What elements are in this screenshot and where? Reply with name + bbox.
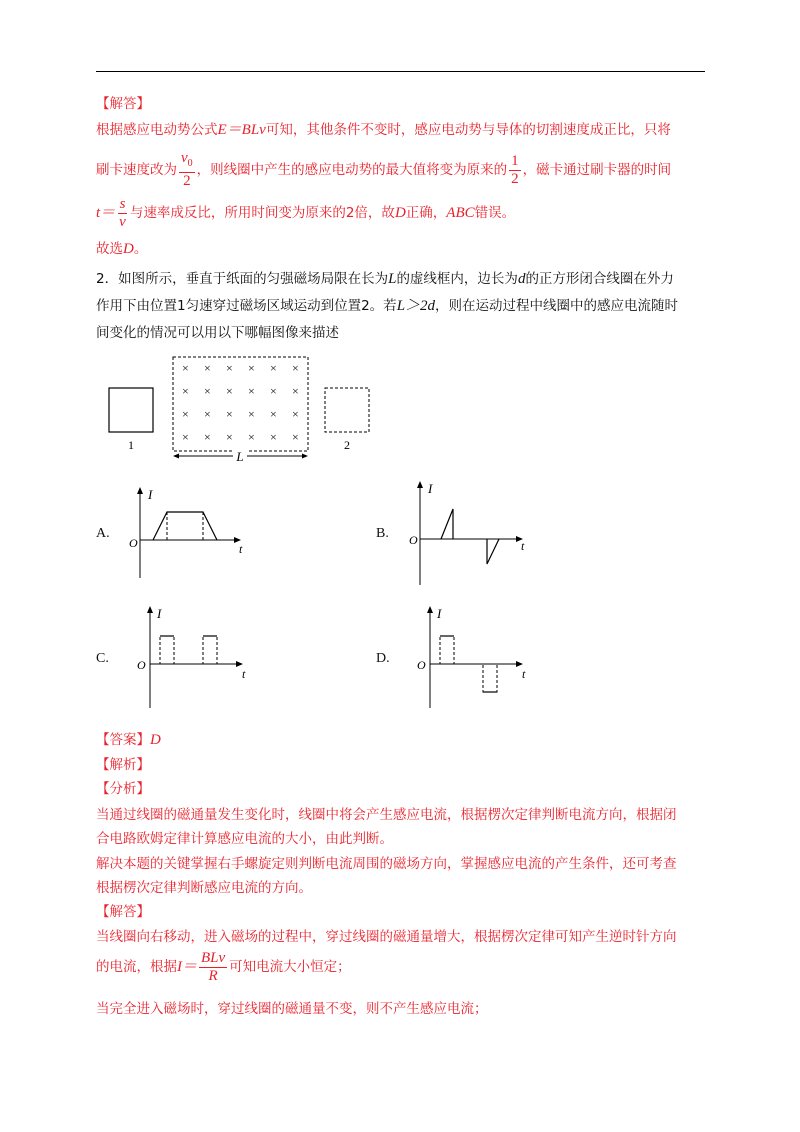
field-cross-mark: × <box>292 361 299 375</box>
solution-conclusion: 故选D。 <box>96 241 148 257</box>
svg-text:t: t <box>239 542 243 556</box>
fenxi-tag: 【分析】 <box>96 781 150 797</box>
field-cross-mark: × <box>226 407 233 421</box>
current-pulse-negative <box>483 664 497 692</box>
current-pulse-1 <box>160 636 174 664</box>
analysis-p1a: 当通过线圈的磁通量发生变化时，线圈中将会产生感应电流，根据楞次定律判断电流方向，根据闭 <box>96 807 677 823</box>
field-figure <box>100 352 380 464</box>
current-pulse-positive <box>440 636 454 664</box>
field-cross-mark: × <box>292 407 299 421</box>
field-cross-mark: × <box>226 430 233 444</box>
origin-label: O <box>129 536 138 550</box>
svg-text:I: I <box>157 606 162 621</box>
length-label: L <box>236 449 244 464</box>
svg-text:t: t <box>521 539 525 553</box>
field-cross-mark: × <box>204 407 211 421</box>
field-cross-mark: × <box>248 430 255 444</box>
jiexi-tag: 【解析】 <box>96 757 150 773</box>
option-a-graph <box>125 483 255 583</box>
current-negative-spike <box>487 539 499 564</box>
question-2-line-3: 间变化的情况可以用以下哪幅图像来描述 <box>96 325 339 341</box>
emf-formula: E＝BLv <box>217 122 266 138</box>
analysis-p4: 当完全进入磁场时，穿过线圈的磁通量不变，则不产生感应电流； <box>96 1001 488 1017</box>
svg-text:O: O <box>137 658 146 672</box>
answer-line: 【答案】D <box>96 732 161 748</box>
coil-position-2 <box>325 388 369 432</box>
option-d-graph <box>405 602 535 712</box>
current-positive-spike <box>441 509 453 539</box>
current-trapezoid <box>153 512 217 540</box>
question-2-line-2: 作用下由位置1匀速穿过磁场区域运动到位置2。若L＞2d，则在运动过程中线圈中的感应电流随时 <box>96 298 679 314</box>
current-pulse-2 <box>203 636 217 664</box>
coil-position-1 <box>109 388 153 432</box>
svg-text:I: I <box>148 487 153 502</box>
field-cross-mark: × <box>292 430 299 444</box>
question-2-line-1: 2．如图所示，垂直于纸面的匀强磁场局限在长为L的虚线框内，边长为d的正方形闭合线圈在外力 <box>96 271 674 287</box>
field-cross-marks <box>182 361 299 444</box>
option-b-label: B. <box>376 526 389 541</box>
option-c-label: C. <box>96 651 109 666</box>
svg-text:t: t <box>522 667 526 681</box>
fraction-v0-over-2: $\frac{v_0}{2}$ <box>181 150 193 189</box>
field-cross-mark: × <box>292 384 299 398</box>
analysis-p2a: 解决本题的关键掌握右手螺旋定则判断电流周围的磁场方向，掌握感应电流的产生条件，还可考查 <box>96 856 677 872</box>
field-cross-mark: × <box>270 384 277 398</box>
analysis-p1b: 合电路欧姆定律计算感应电流的大小，由此判断。 <box>96 831 393 847</box>
solution-line-1: 根据感应电动势公式E＝BLv可知，其他条件不变时，感应电动势与导体的切割速度成正比，只将 <box>96 122 671 138</box>
field-region-box <box>173 357 308 451</box>
field-cross-mark: × <box>182 384 189 398</box>
svg-text:I: I <box>428 481 433 496</box>
field-cross-mark: × <box>270 430 277 444</box>
svg-text:O: O <box>409 533 418 547</box>
analysis-p3a: 当线圈向右移动，进入磁场的过程中，穿过线圈的磁通量增大，根据楞次定律可知产生逆时针方向 <box>96 929 677 945</box>
analysis-p2b: 根据楞次定律判断感应电流的方向。 <box>96 880 312 896</box>
field-cross-mark: × <box>204 384 211 398</box>
solution-line-3: t＝ $\frac{s}{v}$ 与速率成反比，所用时间变为原来的2倍，故 D 正确， ABC 错误。 <box>96 195 516 230</box>
position-2-label: 2 <box>344 438 350 452</box>
option-a-label: A. <box>96 526 110 541</box>
analysis-p3b: 的电流，根据 I＝ $\frac{\text{BLv}}{R}$ 可知电流大小恒定； <box>96 949 351 984</box>
header-rule <box>96 71 705 72</box>
field-cross-mark: × <box>226 384 233 398</box>
jieda-tag: 【解答】 <box>96 904 150 920</box>
fraction-BLv-over-R: $\frac{\text{BLv}}{R}$ <box>201 949 226 984</box>
option-d-label: D. <box>376 651 390 666</box>
field-cross-mark: × <box>182 407 189 421</box>
field-cross-mark: × <box>248 407 255 421</box>
svg-text:O: O <box>417 658 426 672</box>
field-cross-mark: × <box>270 361 277 375</box>
fraction-s-over-v: $\frac{s}{v}$ <box>119 195 126 230</box>
option-b-graph <box>405 477 535 589</box>
solution-line-2: 刷卡速度改为 $\frac{v_0}{2}$ ，则线圈中产生的感应电动势的最大值将变为原来的 $\frac{1}{2}$ ，磁卡通过刷卡器的时间 <box>96 150 672 189</box>
field-cross-mark: × <box>182 430 189 444</box>
position-1-label: 1 <box>128 438 134 452</box>
field-cross-mark: × <box>248 384 255 398</box>
field-cross-mark: × <box>248 361 255 375</box>
svg-text:t: t <box>242 667 246 681</box>
field-cross-mark: × <box>226 361 233 375</box>
svg-text:I: I <box>437 606 442 621</box>
field-cross-mark: × <box>204 430 211 444</box>
fraction-one-half: $\frac{1}{2}$ <box>511 152 519 187</box>
solution-tag: 【解答】 <box>96 96 150 112</box>
answer-value: D <box>150 732 161 748</box>
option-c-graph <box>125 602 255 712</box>
field-cross-mark: × <box>270 407 277 421</box>
field-cross-mark: × <box>182 361 189 375</box>
field-cross-mark: × <box>204 361 211 375</box>
